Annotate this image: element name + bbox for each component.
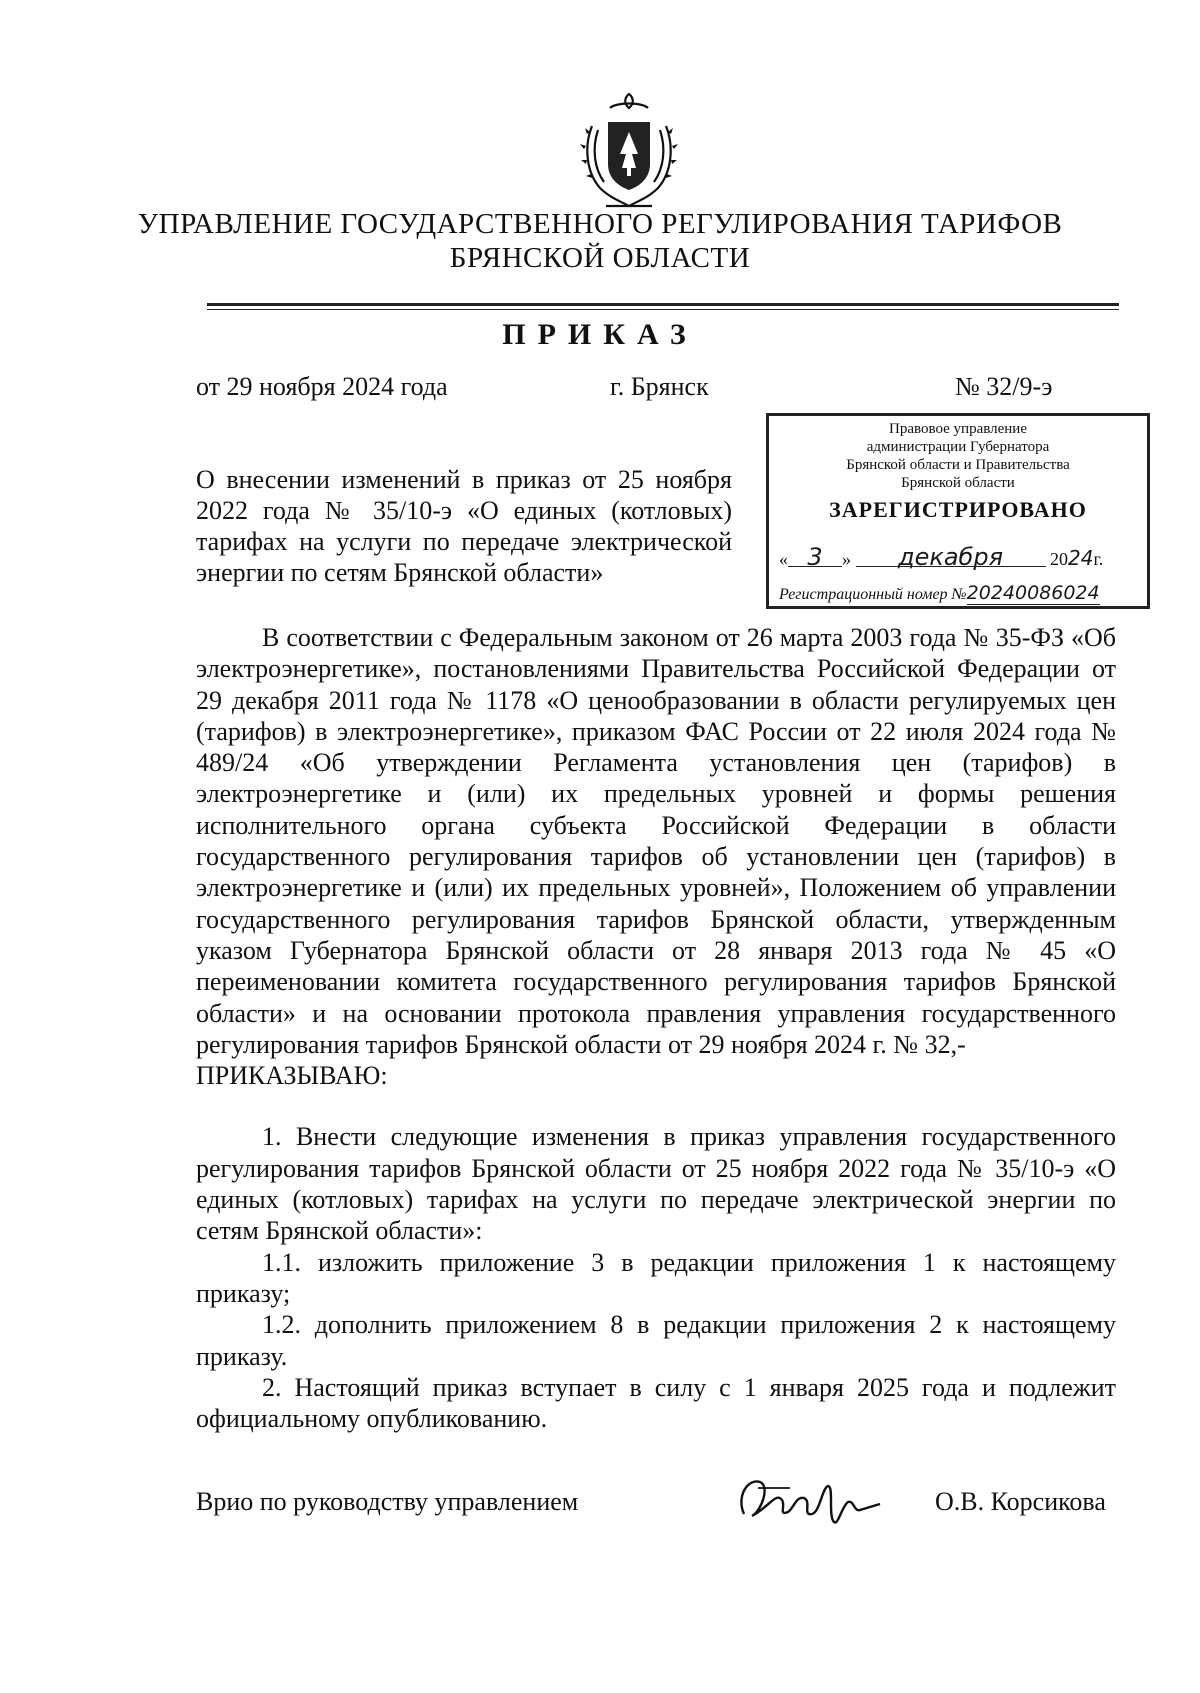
signatory-name: О.В. Корсикова <box>935 1487 1106 1516</box>
order-city: г. Брянск <box>610 372 709 401</box>
signatory-position: Врио по руководству управлением <box>196 1487 579 1516</box>
stamp-line: Правовое управление <box>889 421 1027 437</box>
document-body <box>196 622 1116 1434</box>
stamp-line: Брянской области <box>901 475 1015 491</box>
registration-stamp <box>766 413 1150 609</box>
stamp-date: « 3 » декабря 2024г. <box>779 543 1104 571</box>
stamp-year: 24 <box>1068 546 1094 570</box>
stamp-registration-number <box>779 584 1149 604</box>
stamp-reg-number: 20240086024 <box>966 582 1100 604</box>
order-item-1-1: 1.1. изложить приложение 3 в редакции приложения 1 к настоящему приказу; <box>196 1247 1116 1308</box>
header-divider-thick <box>207 303 1119 306</box>
order-directive: ПРИКАЗЫВАЮ: <box>196 1061 388 1091</box>
stamp-line: Брянской области и Правительства <box>846 457 1070 473</box>
document-title: ПРИКАЗ <box>502 318 698 351</box>
order-item-2: 2. Настоящий приказ вступает в силу с 1 января 2025 года и подлежит официальному опубликованию. <box>196 1372 1116 1434</box>
order-item-1: 1. Внести следующие изменения в приказ управления государственного регулирования тарифов Брянской области от 25 ноября 2022 года № 35/10-э «О единых (котловых) тарифах на услуги по передаче электрической энергии по сетям Брянской области»: <box>196 1122 1116 1246</box>
stamp-registered: ЗАРЕГИСТРИРОВАНО <box>829 497 1087 522</box>
stamp-reg-label: Регистрационный номер № <box>779 586 967 603</box>
preamble-paragraph: В соответствии с Федеральным законом от 26 марта 2003 года № 35-ФЗ «Об электроэнергетике», постановлениями Правительства Российской Федерации от 29 декабря 2011 года № 1178 «О ценообразовании в области регулируемых цен (тарифов) в электроэнергетике», приказом ФАС России от 22 июля 2024 года № 489/24 «Об утверждении Регламента установления цен (тарифов) в электроэнергетике и (или) их предельных уровней и формы решения исполнительного органа субъекта Российской Федерации в области государственного регулирования тарифов об установлении цен (тарифов) в электроэнергетике и (или) их предельных уровней», Положением об управлении государственного регулирования тарифов Брянской области, утвержденным указом Губернатора Брянской области от 28 января 2013 года № 45 «О переименовании комитета государственного регулирования тарифов Брянской области» и на основании протокола правления управления государственного регулирования тарифов Брянской области от 29 ноября 2024 г. № 32,- <box>196 623 1116 1059</box>
coat-of-arms-emblem <box>570 88 688 213</box>
organization-name-line2: БРЯНСКОЙ ОБЛАСТИ <box>449 242 751 274</box>
handwritten-signature <box>730 1466 890 1536</box>
stamp-line: администрации Губернатора <box>866 439 1050 455</box>
order-item-1-2: 1.2. дополнить приложением 8 в редакции приложения 2 к настоящему приказу. <box>196 1310 1116 1371</box>
header-divider-thin <box>207 309 1119 310</box>
order-number: № 32/9-э <box>955 372 1053 401</box>
stamp-month: декабря <box>856 548 1046 567</box>
stamp-day: 3 <box>788 548 842 567</box>
organization-name-line1: УПРАВЛЕНИЕ ГОСУДАРСТВЕННОГО РЕГУЛИРОВАНИЯ ТАРИФОВ <box>137 208 1063 240</box>
order-subject: О внесении изменений в приказ от 25 ноября 2022 года № 35/10-э «О единых (котловых) тарифах на услуги по передаче электрической энергии по сетям Брянской области» <box>196 465 732 587</box>
stamp-year-prefix: 20 <box>1050 549 1068 569</box>
order-date: от 29 ноября 2024 года <box>196 372 448 401</box>
stamp-year-suffix: г. <box>1093 549 1104 569</box>
